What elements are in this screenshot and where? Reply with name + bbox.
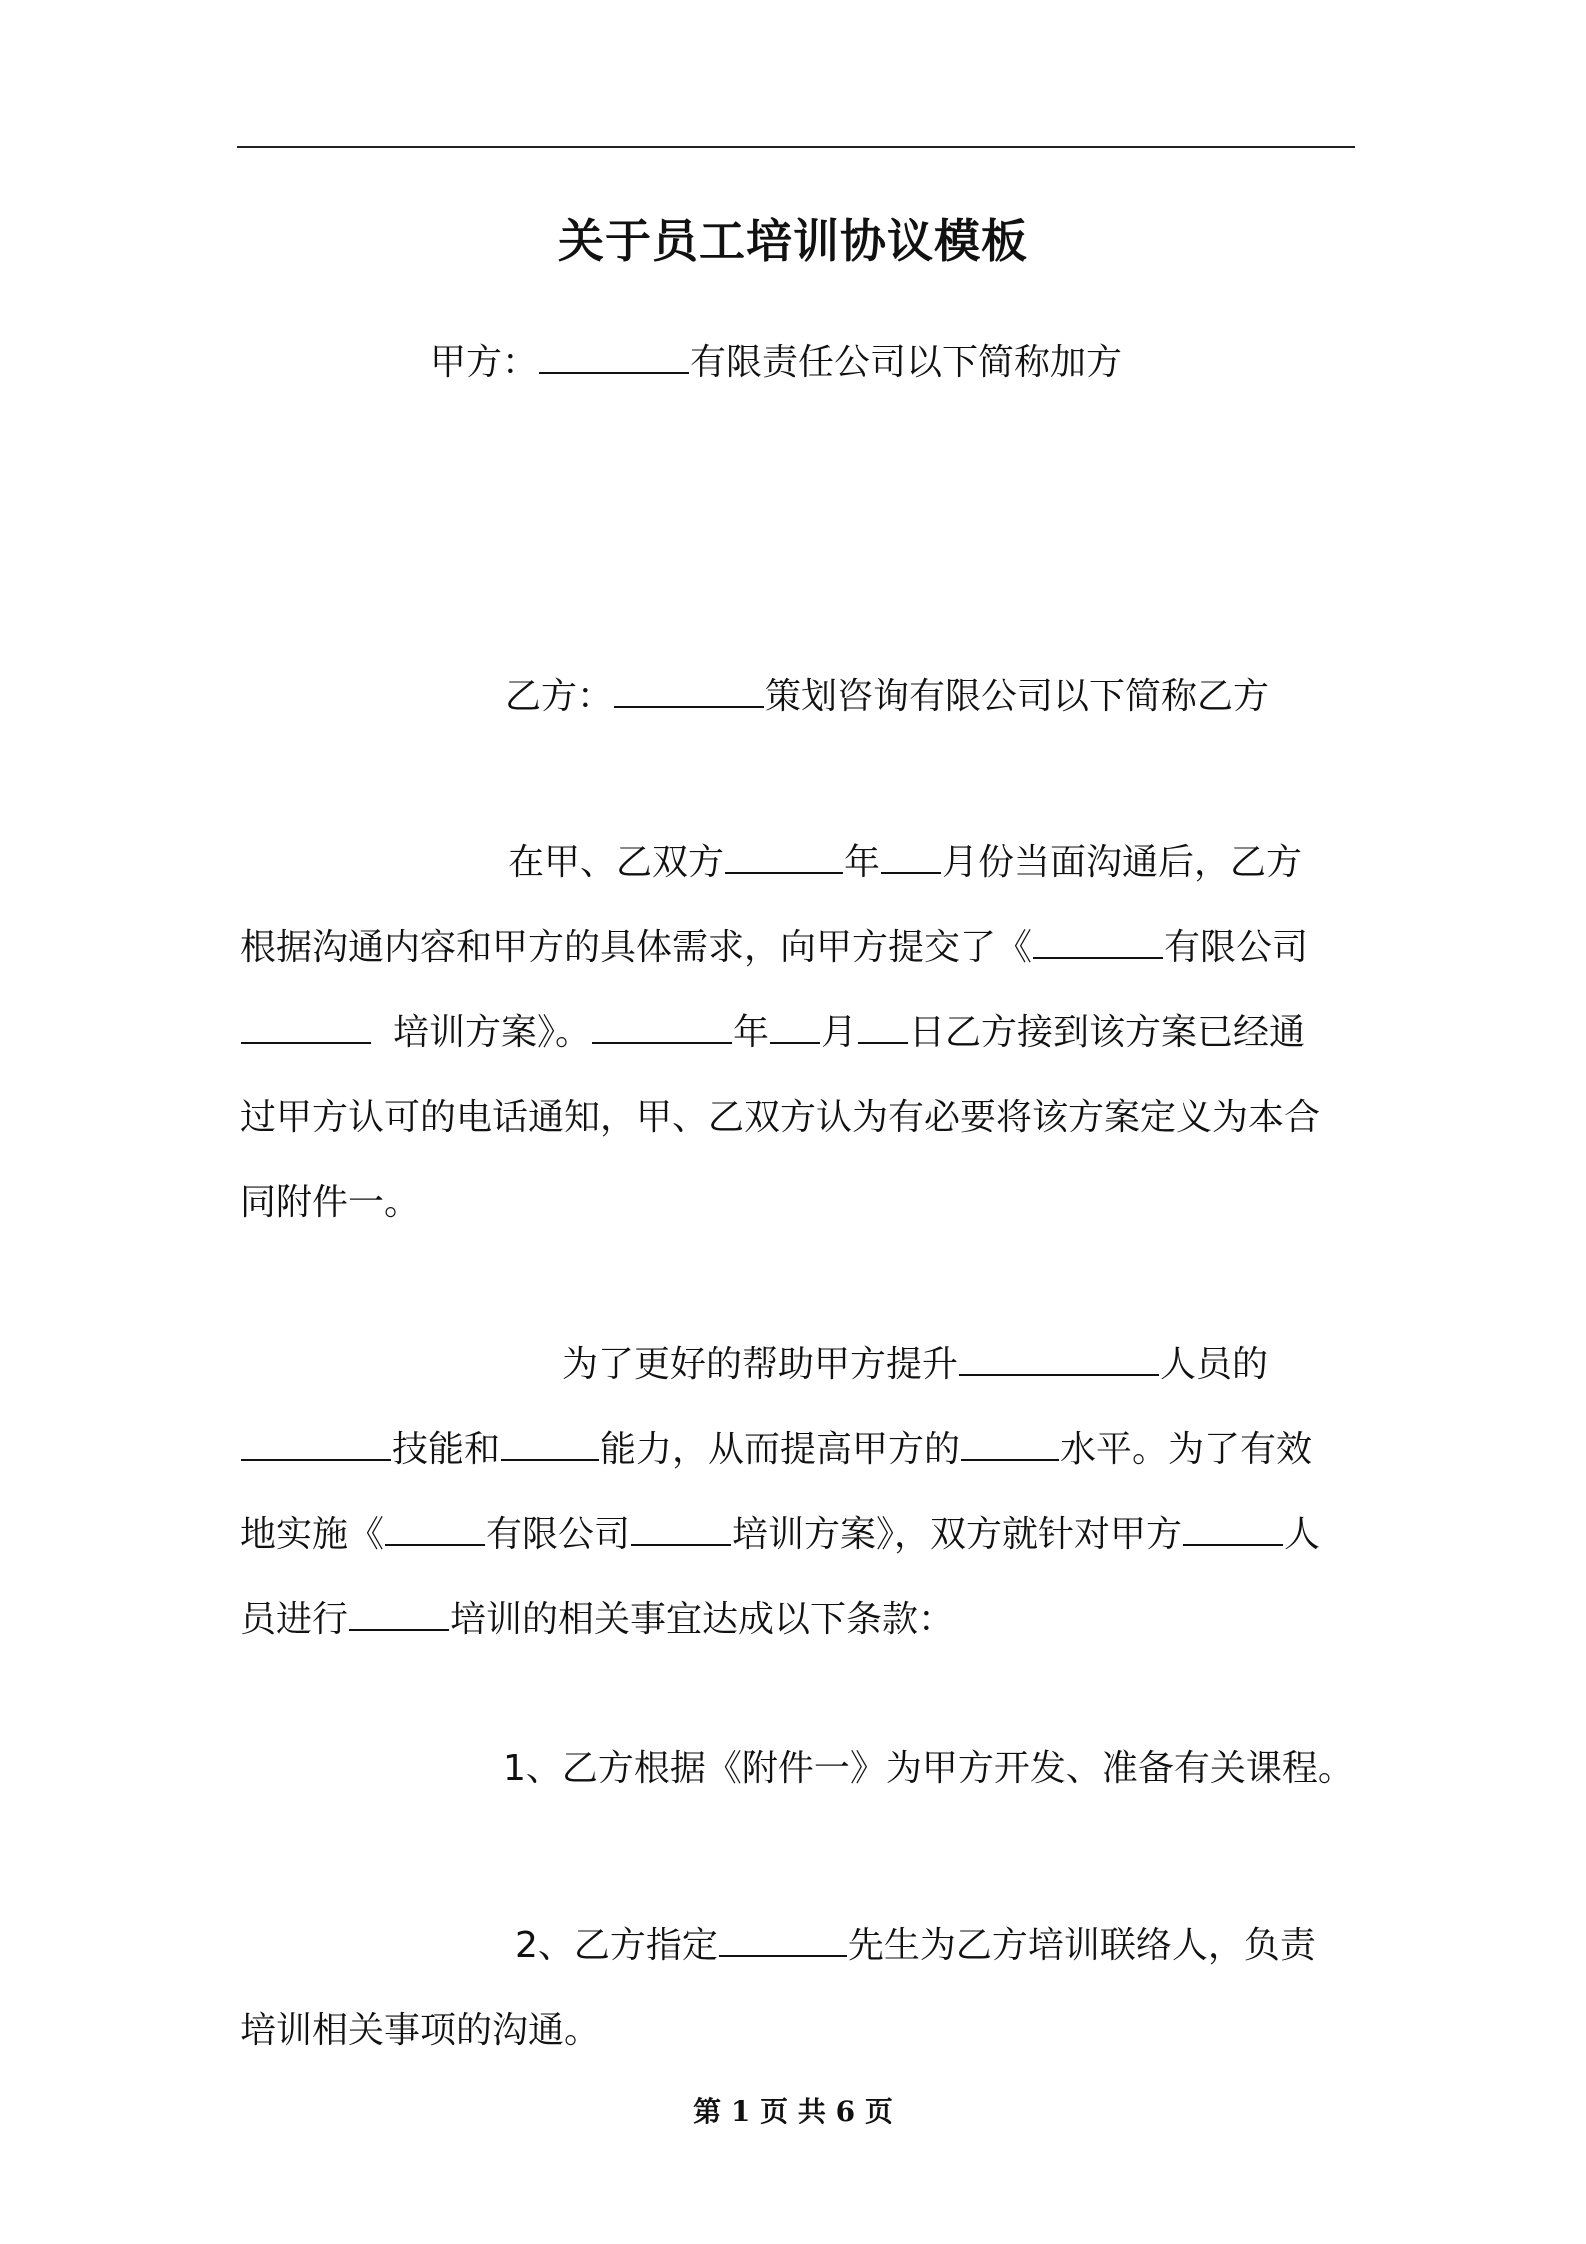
text-run: 技能和 <box>392 1429 501 1470</box>
text-run: 有限公司 <box>1164 927 1309 968</box>
paragraph-line <box>240 905 1355 990</box>
fill-blank <box>501 1425 599 1461</box>
party-b-text: 策划咨询有限公司以下简称乙方 <box>765 676 1270 717</box>
text-run: 年 <box>733 1012 770 1053</box>
text-run: 根据沟通内容和甲方的具体需求，向甲方提交了《 <box>240 927 1033 968</box>
text-run: 在甲、乙双方 <box>508 842 725 883</box>
text-run: 地实施《 <box>240 1514 385 1555</box>
fill-blank <box>770 1008 820 1044</box>
text-run: 培训的相关事宜达成以下条款： <box>450 1599 955 1640</box>
fill-blank <box>241 1008 371 1044</box>
paragraph-line: 同附件一。 <box>240 1182 421 1223</box>
fill-blank <box>881 838 941 874</box>
text-run: 为了更好的帮助甲方提升 <box>562 1344 959 1385</box>
paragraph-line <box>240 820 1355 905</box>
clause-2 <box>240 1903 1355 2073</box>
text-run: 有限公司 <box>486 1514 631 1555</box>
paragraph-line <box>240 1407 1355 1492</box>
text-run: 培训方案》。 <box>393 1012 592 1053</box>
fill-blank <box>1183 1510 1283 1546</box>
paragraph-purpose <box>240 1322 1355 1662</box>
fill-blank <box>719 1921 847 1957</box>
text-run: 培训方案》，双方就针对甲方 <box>732 1514 1183 1555</box>
paragraph-line <box>240 990 1355 1075</box>
header-rule <box>237 146 1355 148</box>
document-title: 关于员工培训协议模板 <box>558 214 1028 268</box>
text-run: 月份当面沟通后，乙方 <box>942 842 1303 883</box>
fill-blank <box>725 838 843 874</box>
text-run: 日乙方接到该方案已经通 <box>909 1012 1306 1053</box>
paragraph-line <box>240 1492 1355 1577</box>
party-a-label: 甲方： <box>430 342 539 383</box>
clause-1: 1、乙方根据《附件一》为甲方开发、准备有关课程。 <box>503 1748 1354 1789</box>
paragraph-line: 培训相关事项的沟通。 <box>240 2010 601 2051</box>
fill-blank <box>959 1340 1159 1376</box>
party-a-line <box>430 338 1122 387</box>
page-footer: 第 1 页 共 6 页 <box>693 2095 893 2128</box>
text-run: 能力，从而提高甲方的 <box>600 1429 961 1470</box>
party-b-line <box>505 672 1269 721</box>
fill-blank <box>1033 923 1163 959</box>
text-run: 月 <box>821 1012 858 1053</box>
text-run: 年 <box>844 842 881 883</box>
text-run: 人员的 <box>1160 1344 1269 1385</box>
fill-blank <box>614 672 764 708</box>
text-run: 2、乙方指定 <box>515 1925 718 1966</box>
fill-blank <box>631 1510 731 1546</box>
paragraph-line <box>240 1577 1355 1662</box>
fill-blank <box>385 1510 485 1546</box>
party-b-label: 乙方： <box>505 676 614 717</box>
fill-blank <box>539 338 689 374</box>
paragraph-line <box>240 1322 1355 1407</box>
fill-blank <box>592 1008 732 1044</box>
fill-blank <box>349 1595 449 1631</box>
fill-blank <box>241 1425 391 1461</box>
party-a-text: 有限责任公司以下简称加方 <box>690 342 1123 383</box>
paragraph-intro <box>240 820 1355 1245</box>
text-run: 先生为乙方培训联络人，负责 <box>847 1925 1316 1966</box>
fill-blank <box>961 1425 1059 1461</box>
fill-blank <box>858 1008 908 1044</box>
paragraph-line <box>240 1903 1355 1988</box>
text-run: 水平。为了有效 <box>1060 1429 1313 1470</box>
text-run: 人 <box>1284 1514 1321 1555</box>
paragraph-line: 过甲方认可的电话通知，甲、乙双方认为有必要将该方案定义为本合 <box>240 1097 1321 1138</box>
text-run: 员进行 <box>240 1599 349 1640</box>
